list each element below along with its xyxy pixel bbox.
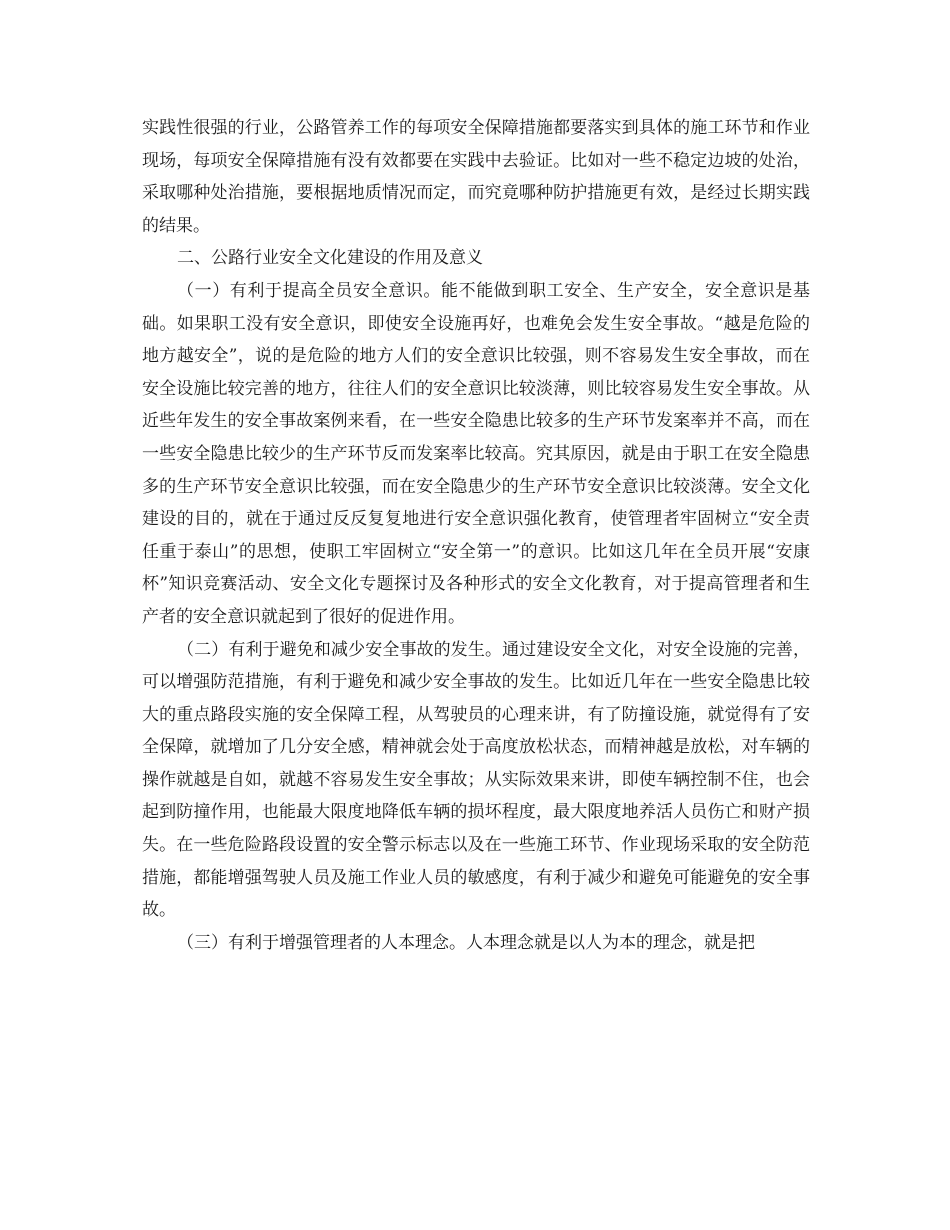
paragraph-continuation: 实践性很强的行业，公路管养工作的每项安全保障措施都要落实到具体的施工环节和作业现场，每项安全保障措施有没有效都要在实践中去验证。比如对一些不稳定边坡的处治，采取哪种处治措施，要根据地质情况而定，而究竟哪种防护措施更有效，是经过长期实践的结果。 bbox=[142, 118, 810, 236]
paragraph-humanistic-concept: （三）有利于增强管理者的人本理念。人本理念就是以人为本的理念，就是把 bbox=[177, 932, 755, 953]
document-page bbox=[142, 112, 810, 959]
section-heading: 二、公路行业安全文化建设的作用及意义 bbox=[177, 248, 483, 269]
paragraph-accident-reduction: （二）有利于避免和减少安全事故的发生。通过建设安全文化，对安全设施的完善，可以增强防范措施，有利于避免和减少安全事故的发生。比如近几年在一些安全隐患比较大的重点路段实施的安全保障工程，从驾驶员的心理来讲，有了防撞设施，就觉得有了安全保障，就增加了几分安全感，精神就会处于高度放松状态，而精神越是放松，对车辆的操作就越是自如，就越不容易发生安全事故；从实际效果来讲，即使车辆控制不住，也会起到防撞作用，也能最大限度地降低车辆的损坏程度，最大限度地养活人员伤亡和财产损失。在一些危险路段设置的安全警示标志以及在一些施工环节、作业现场采取的安全防范措施，都能增强驾驶人员及施工作业人员的敏感度，有利于减少和避免可能避免的安全事故。 bbox=[142, 639, 810, 921]
paragraph-safety-awareness: （一）有利于提高全员安全意识。能不能做到职工安全、生产安全，安全意识是基础。如果职工没有安全意识，即使安全设施再好，也难免会发生安全事故。“越是危险的地方越安全”，说的是危险的地方人们的安全意识比较强，则不容易发生安全事故，而在安全设施比较完善的地方，往往人们的安全意识比较淡薄，则比较容易发生安全事故。从近些年发生的安全事故案例来看，在一些安全隐患比较多的生产环节发案率并不高，而在一些安全隐患比较少的生产环节反而发案率比较高。究其原因，就是由于职工在安全隐患多的生产环节安全意识比较强，而在安全隐患少的生产环节安全意识比较淡薄。安全文化建设的目的，就在于通过反反复复地进行安全意识强化教育，使管理者牢固树立“安全责任重于泰山”的思想，使职工牢固树立“安全第一”的意识。比如这几年在全员开展“安康杯”知识竞赛活动、安全文化专题探讨及各种形式的安全文化教育，对于提高管理者和生产者的安全意识就起到了很好的促进作用。 bbox=[142, 280, 810, 627]
